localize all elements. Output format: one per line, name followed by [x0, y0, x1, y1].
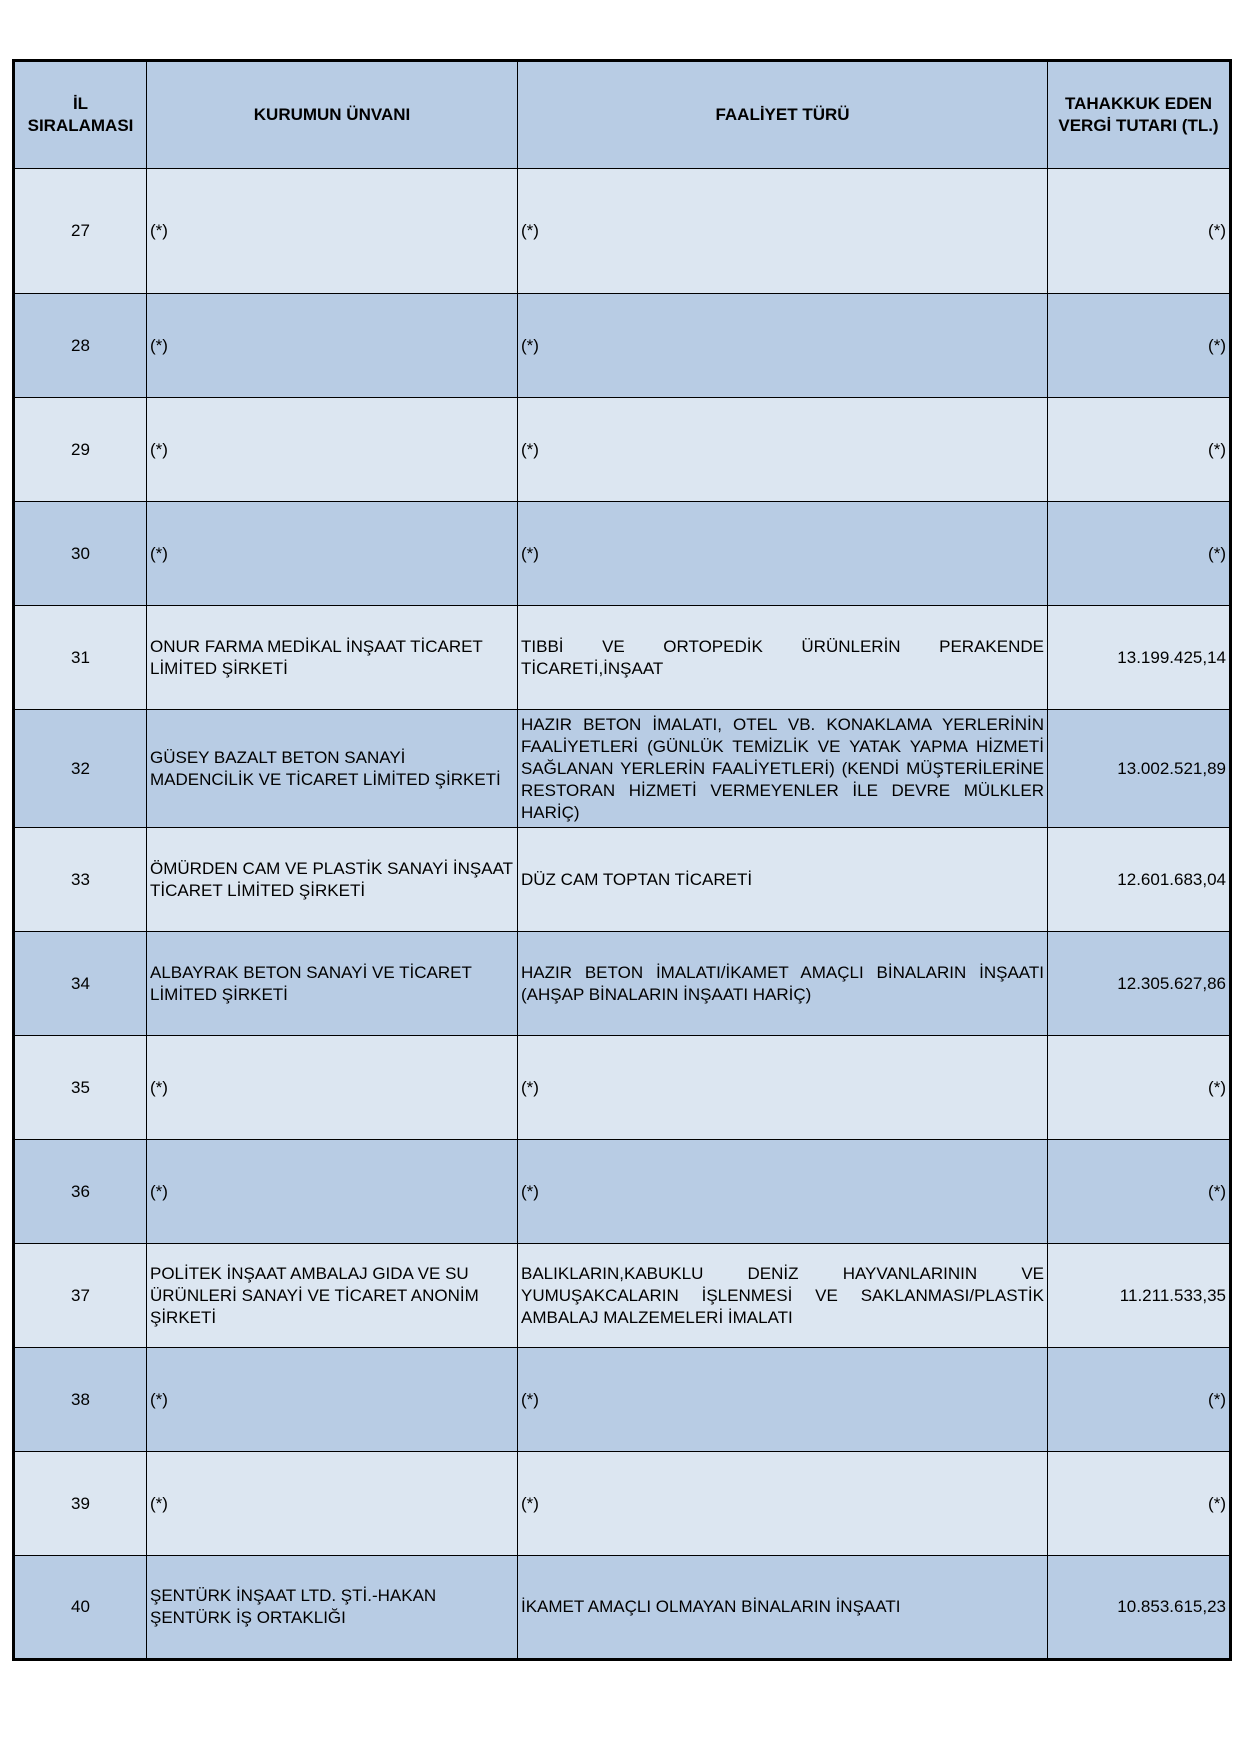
activity-type-cell: (*) [518, 294, 1048, 398]
company-name-cell: (*) [147, 1348, 518, 1452]
rank-cell: 34 [14, 932, 147, 1036]
tax-amount-cell: 13.199.425,14 [1048, 606, 1231, 710]
rank-cell: 31 [14, 606, 147, 710]
table-row [14, 710, 1231, 828]
header-rank: İL SIRALAMASI [14, 61, 147, 169]
company-name-cell: (*) [147, 502, 518, 606]
table-row [14, 1140, 1231, 1244]
table-row [14, 932, 1231, 1036]
company-name-cell: (*) [147, 398, 518, 502]
table-body [14, 169, 1231, 1660]
company-name-cell: GÜSEY BAZALT BETON SANAYİ MADENCİLİK VE TİCARET LİMİTED ŞİRKETİ [147, 710, 518, 828]
company-name-cell: POLİTEK İNŞAAT AMBALAJ GIDA VE SU ÜRÜNLERİ SANAYİ VE TİCARET ANONİM ŞİRKETİ [147, 1244, 518, 1348]
rank-cell: 33 [14, 828, 147, 932]
activity-type-cell: DÜZ CAM TOPTAN TİCARETİ [518, 828, 1048, 932]
activity-type-cell: (*) [518, 1140, 1048, 1244]
company-name-cell: ALBAYRAK BETON SANAYİ VE TİCARET LİMİTED ŞİRKETİ [147, 932, 518, 1036]
tax-amount-cell: (*) [1048, 294, 1231, 398]
rank-cell: 27 [14, 169, 147, 294]
activity-type-cell: (*) [518, 1348, 1048, 1452]
table-row [14, 169, 1231, 294]
header-name: KURUMUN ÜNVANI [147, 61, 518, 169]
header-amount: TAHAKKUK EDEN VERGİ TUTARI (TL.) [1048, 61, 1231, 169]
tax-amount-cell: 13.002.521,89 [1048, 710, 1231, 828]
rank-cell: 28 [14, 294, 147, 398]
tax-amount-cell: 12.601.683,04 [1048, 828, 1231, 932]
tax-amount-cell: (*) [1048, 1452, 1231, 1556]
rank-cell: 36 [14, 1140, 147, 1244]
tax-amount-cell: (*) [1048, 398, 1231, 502]
tax-amount-cell: (*) [1048, 1348, 1231, 1452]
activity-type-cell: BALIKLARIN,KABUKLU DENİZ HAYVANLARININ VE YUMUŞAKCALARIN İŞLENMESİ VE SAKLANMASI/PLASTİK AMBALAJ MALZEMELERİ İMALATI [518, 1244, 1048, 1348]
company-name-cell: ÖMÜRDEN CAM VE PLASTİK SANAYİ İNŞAAT TİCARET LİMİTED ŞİRKETİ [147, 828, 518, 932]
activity-type-cell: HAZIR BETON İMALATI/İKAMET AMAÇLI BİNALARIN İNŞAATI (AHŞAP BİNALARIN İNŞAATI HARİÇ) [518, 932, 1048, 1036]
activity-type-cell: İKAMET AMAÇLI OLMAYAN BİNALARIN İNŞAATI [518, 1556, 1048, 1660]
activity-type-cell: HAZIR BETON İMALATI, OTEL VB. KONAKLAMA YERLERİNİN FAALİYETLERİ (GÜNLÜK TEMİZLİK VE YATAK YAPMA HİZMETİ SAĞLANAN YERLERİN FAALİYETLERİ) (KENDİ MÜŞTERİLERİNE RESTORAN HİZMETİ VERMEYENLER İLE DEVRE MÜLKLER HARİÇ) [518, 710, 1048, 828]
table-row [14, 1244, 1231, 1348]
rank-cell: 29 [14, 398, 147, 502]
tax-amount-cell: 11.211.533,35 [1048, 1244, 1231, 1348]
tax-ranking-table [12, 59, 1232, 1661]
table-row [14, 606, 1231, 710]
tax-amount-cell: (*) [1048, 169, 1231, 294]
activity-type-cell: (*) [518, 169, 1048, 294]
rank-cell: 39 [14, 1452, 147, 1556]
table-row [14, 1348, 1231, 1452]
rank-cell: 40 [14, 1556, 147, 1660]
activity-type-cell: (*) [518, 1452, 1048, 1556]
tax-amount-cell: (*) [1048, 1036, 1231, 1140]
company-name-cell: (*) [147, 1140, 518, 1244]
activity-type-cell: (*) [518, 398, 1048, 502]
company-name-cell: (*) [147, 1452, 518, 1556]
header-activity: FAALİYET TÜRÜ [518, 61, 1048, 169]
table-row [14, 1556, 1231, 1660]
tax-amount-cell: 12.305.627,86 [1048, 932, 1231, 1036]
rank-cell: 37 [14, 1244, 147, 1348]
company-name-cell: (*) [147, 1036, 518, 1140]
activity-type-cell: (*) [518, 502, 1048, 606]
table-row [14, 502, 1231, 606]
table-row [14, 1452, 1231, 1556]
table-row [14, 828, 1231, 932]
company-name-cell: (*) [147, 294, 518, 398]
table-row [14, 1036, 1231, 1140]
table-header [14, 61, 1231, 169]
company-name-cell: (*) [147, 169, 518, 294]
header-row [14, 61, 1231, 169]
rank-cell: 30 [14, 502, 147, 606]
tax-amount-cell: 10.853.615,23 [1048, 1556, 1231, 1660]
tax-amount-cell: (*) [1048, 502, 1231, 606]
tax-amount-cell: (*) [1048, 1140, 1231, 1244]
rank-cell: 35 [14, 1036, 147, 1140]
company-name-cell: ONUR FARMA MEDİKAL İNŞAAT TİCARET LİMİTED ŞİRKETİ [147, 606, 518, 710]
rank-cell: 38 [14, 1348, 147, 1452]
table-row [14, 398, 1231, 502]
activity-type-cell: (*) [518, 1036, 1048, 1140]
rank-cell: 32 [14, 710, 147, 828]
activity-type-cell: TIBBİ VE ORTOPEDİK ÜRÜNLERİN PERAKENDE TİCARETİ,İNŞAAT [518, 606, 1048, 710]
table-row [14, 294, 1231, 398]
company-name-cell: ŞENTÜRK İNŞAAT LTD. ŞTİ.-HAKAN ŞENTÜRK İŞ ORTAKLIĞI [147, 1556, 518, 1660]
